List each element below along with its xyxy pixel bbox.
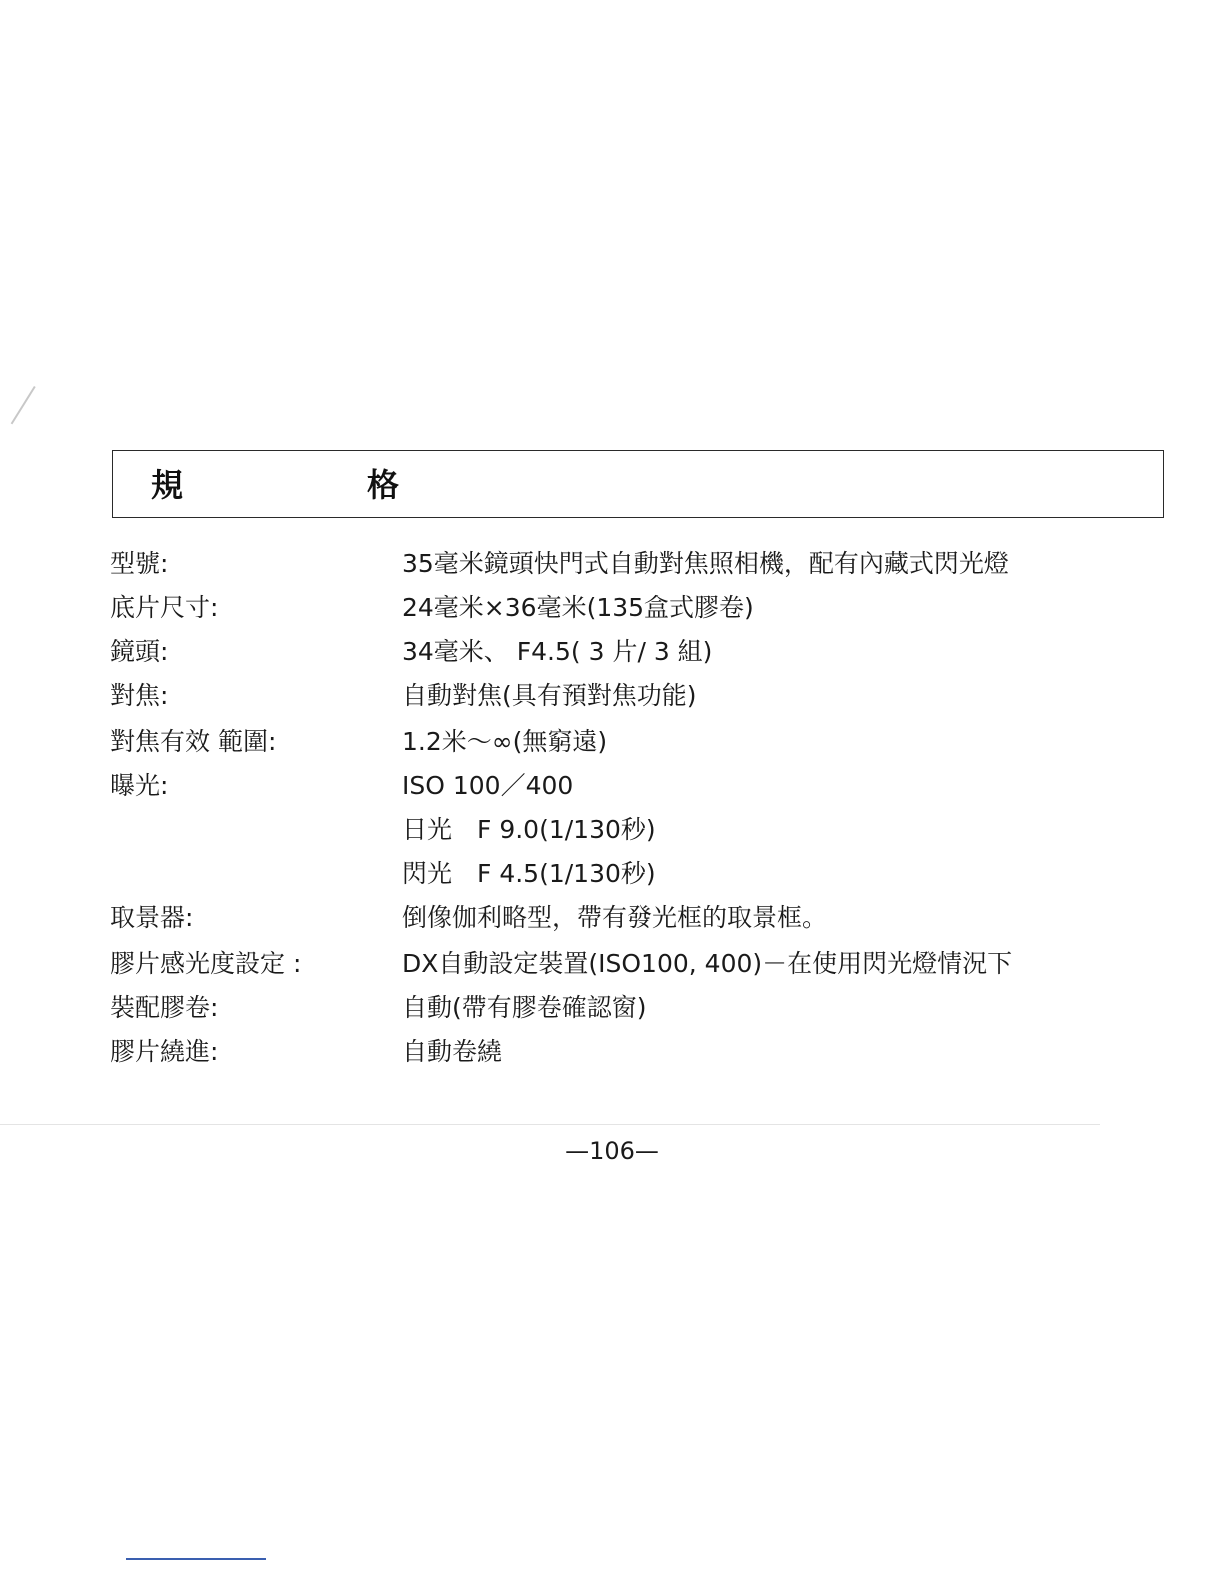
spec-value-film-advance: 自動卷繞 xyxy=(402,1037,503,1066)
spec-value-film-speed-setting: DX自動設定裝置(ISO100, 400)－在使用閃光燈情況下 xyxy=(402,949,1013,978)
section-title-char-1: 規 xyxy=(151,466,184,504)
spec-label-lens: 鏡頭: xyxy=(110,637,169,666)
spec-value-focus: 自動對焦(具有預對焦功能) xyxy=(402,681,697,710)
spec-value-film-loading: 自動(帶有膠卷確認窗) xyxy=(402,993,647,1022)
stray-pen-mark xyxy=(11,386,36,424)
page-number: —106— xyxy=(565,1137,659,1165)
bottom-edge-line xyxy=(126,1558,266,1560)
spec-label-film-loading: 裝配膠卷: xyxy=(110,993,219,1022)
spec-value-viewfinder: 倒像伽利略型，帶有發光框的取景框。 xyxy=(402,903,828,932)
spec-label-film-size: 底片尺寸: xyxy=(110,593,219,622)
spec-value-lens: 34毫米、 F4.5( 3 片/ 3 組) xyxy=(402,637,713,666)
spec-label-viewfinder: 取景器: xyxy=(110,903,194,932)
spec-label-exposure: 曝光: xyxy=(110,771,169,800)
spec-value-focus-range: 1.2米～∞(無窮遠) xyxy=(402,727,608,756)
spec-value-film-size: 24毫米×36毫米(135盒式膠卷) xyxy=(402,593,754,622)
footer-divider xyxy=(0,1124,1100,1125)
section-header-box xyxy=(112,450,1164,518)
spec-label-film-advance: 膠片繞進: xyxy=(110,1037,219,1066)
section-title-char-2: 格 xyxy=(367,466,400,504)
spec-label-focus: 對焦: xyxy=(110,681,169,710)
spec-value-model: 35毫米鏡頭快門式自動對焦照相機，配有內藏式閃光燈 xyxy=(402,549,1009,578)
spec-value-exposure-iso: ISO 100／400 xyxy=(402,771,574,800)
spec-value-exposure-flash: 閃光 F 4.5(1/130秒) xyxy=(402,859,656,888)
spec-label-film-speed-setting: 膠片感光度設定 : xyxy=(110,949,302,978)
spec-label-model: 型號: xyxy=(110,549,169,578)
spec-value-exposure-daylight: 日光 F 9.0(1/130秒) xyxy=(402,815,656,844)
spec-label-focus-range: 對焦有效 範圍: xyxy=(110,727,277,756)
